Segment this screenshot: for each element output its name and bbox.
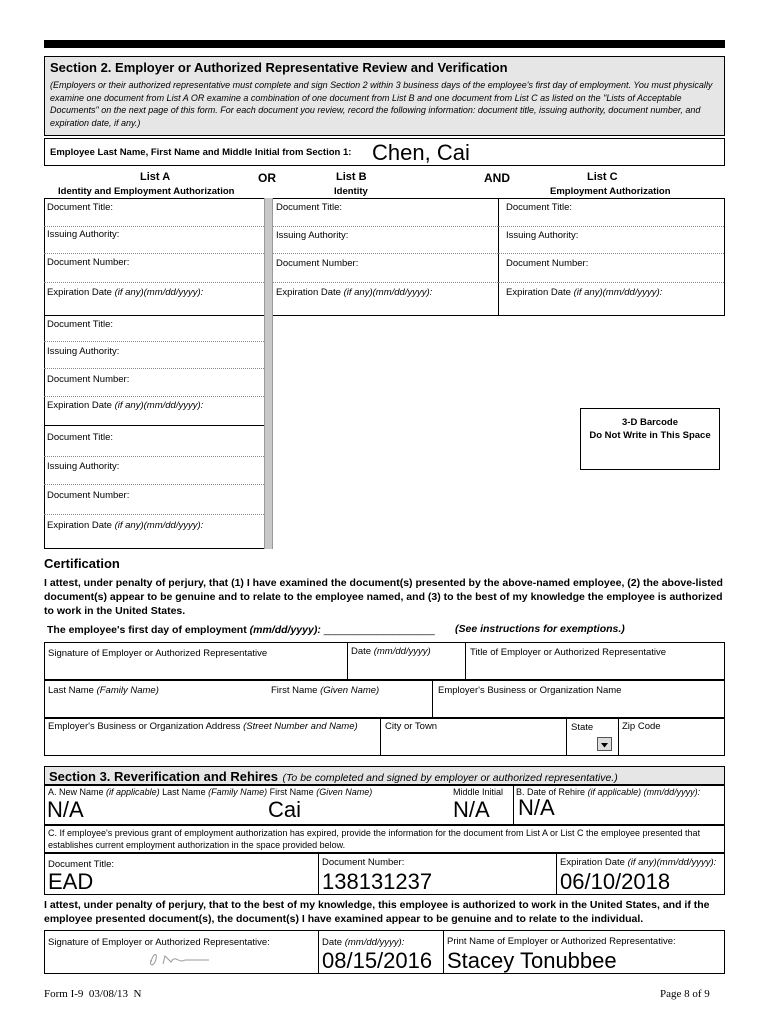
list-c-exp: Expiration Date (if any)(mm/dd/yyyy): bbox=[506, 287, 663, 298]
s3-exp-value[interactable]: 06/10/2018 bbox=[560, 869, 671, 894]
s3-print-name-value[interactable]: Stacey Tonubbee bbox=[447, 948, 617, 973]
barcode-line1: 3-D Barcode bbox=[622, 417, 678, 428]
barcode-line2: Do Not Write in This Space bbox=[589, 430, 711, 441]
list-b-exp: Expiration Date (if any)(mm/dd/yyyy): bbox=[276, 287, 433, 298]
list-a-doc2-exp: Expiration Date (if any)(mm/dd/yyyy): bbox=[47, 400, 204, 411]
first-day-label: The employee's first day of employment (mm/dd/yyyy): ___________________ bbox=[47, 624, 435, 636]
state-dropdown-icon[interactable] bbox=[597, 737, 612, 751]
new-first-name-value[interactable]: Cai bbox=[268, 797, 302, 822]
s3-date-value[interactable]: 08/15/2016 bbox=[322, 948, 433, 973]
list-a-doc3-number: Document Number: bbox=[47, 490, 130, 501]
s3-doc-title-value[interactable]: EAD bbox=[48, 869, 94, 894]
list-a-subtitle: Identity and Employment Authorization bbox=[58, 186, 235, 197]
section3-attest: I attest, under penalty of perjury, that to the best of my knowledge, this employee is authorized to work in the United States, and if the employee presented document(s), the document(s) I have examined appear to be genuine and to relate to the individual. bbox=[44, 899, 710, 925]
new-last-name-value[interactable]: N/A bbox=[47, 797, 84, 822]
zip-label[interactable]: Zip Code bbox=[622, 721, 661, 732]
section3-title: Section 3. Reverification and Rehires (To be completed and signed by employer or authorized representative.) bbox=[49, 769, 618, 784]
middle-initial-label: Middle Initial bbox=[453, 787, 504, 797]
cert-last-name-label[interactable]: Last Name (Family Name) bbox=[48, 685, 159, 696]
list-b-title: List B bbox=[336, 171, 367, 183]
list-a-doc1-issuing: Issuing Authority: bbox=[47, 229, 120, 240]
list-c-issuing: Issuing Authority: bbox=[506, 230, 579, 241]
certification-title: Certification bbox=[44, 556, 120, 571]
s3-print-name-label: Print Name of Employer or Authorized Representative: bbox=[447, 936, 676, 947]
list-separator-bar bbox=[264, 198, 273, 549]
employee-name-value[interactable]: Chen, Cai bbox=[372, 140, 470, 165]
section3-c-text: C. If employee's previous grant of employment authorization has expired, provide the information for the document from List A or List C the employee presented that establishes current employment authorization in the space provided below. bbox=[48, 828, 701, 850]
cert-first-name-label[interactable]: First Name (Given Name) bbox=[271, 685, 380, 696]
s3-doc-number-label: Document Number: bbox=[322, 857, 405, 868]
list-b-subtitle: Identity bbox=[334, 186, 368, 197]
list-c-doc-number: Document Number: bbox=[506, 258, 589, 269]
list-b-doc-title: Document Title: bbox=[276, 202, 342, 213]
s3-date-label: Date (mm/dd/yyyy): bbox=[322, 937, 405, 948]
city-label[interactable]: City or Town bbox=[385, 721, 438, 732]
form-id: Form I-9 03/08/13 N bbox=[44, 988, 142, 1000]
or-label: OR bbox=[258, 171, 276, 185]
list-c-subtitle: Employment Authorization bbox=[550, 186, 671, 197]
section2-instructions: (Employers or their authorized representative must complete and sign Section 2 within 3 business days of the employee's first day of employment. You must physically examine one document from List A OR examine a combination of one document from List B and one document from List C as listed on the "Lists of Acceptable Documents" on the next page of this form. For each document you review, record the following information: document title, issuing authority, document number, and expiration date, if any.) bbox=[50, 80, 713, 128]
s3-doc-title-label: Document Title: bbox=[48, 859, 114, 870]
business-name-label[interactable]: Employer's Business or Organization Name bbox=[438, 685, 622, 696]
list-c-doc-title: Document Title: bbox=[506, 202, 572, 213]
list-a-doc1-exp: Expiration Date (if any)(mm/dd/yyyy): bbox=[47, 287, 204, 298]
first-day-field[interactable]: ___________________ bbox=[323, 624, 435, 636]
new-name-labels: A. New Name (if applicable) Last Name (Family Name) First Name (Given Name) bbox=[48, 787, 373, 797]
exemptions-note: (See instructions for exemptions.) bbox=[455, 623, 625, 635]
title-label[interactable]: Title of Employer or Authorized Representative bbox=[470, 647, 667, 658]
s3-doc-number-value[interactable]: 138131237 bbox=[322, 869, 433, 894]
list-a-doc1-number: Document Number: bbox=[47, 257, 130, 268]
date-label[interactable]: Date (mm/dd/yyyy) bbox=[351, 646, 431, 657]
middle-initial-value[interactable]: N/A bbox=[453, 797, 490, 822]
employee-name-label: Employee Last Name, First Name and Middle Initial from Section 1: bbox=[50, 147, 352, 158]
list-a-doc2-number: Document Number: bbox=[47, 374, 130, 385]
and-label: AND bbox=[484, 171, 510, 185]
rehire-label: B. Date of Rehire (if applicable) (mm/dd/yyyy): bbox=[516, 787, 701, 797]
list-a-title: List A bbox=[140, 171, 171, 183]
page-number: Page 8 of 9 bbox=[660, 988, 710, 1000]
list-c-title: List C bbox=[587, 171, 618, 183]
list-b-doc-number: Document Number: bbox=[276, 258, 359, 269]
state-label: State bbox=[571, 722, 594, 733]
s3-signature-label[interactable]: Signature of Employer or Authorized Representative: bbox=[48, 937, 270, 948]
certification-text: I attest, under penalty of perjury, that (1) I have examined the document(s) presented by the above-named employee, (2) the above-listed document(s) appear to be genuine and to relate to the employee named, and (3) to the best of my knowledge the employee is authorized to work in the United States. bbox=[44, 577, 723, 617]
list-a-doc2-title: Document Title: bbox=[47, 319, 113, 330]
signature-label[interactable]: Signature of Employer or Authorized Representative bbox=[48, 648, 268, 659]
list-a-doc3-title: Document Title: bbox=[47, 432, 113, 443]
signature-mark-icon bbox=[145, 948, 215, 975]
list-a-doc3-issuing: Issuing Authority: bbox=[47, 461, 120, 472]
address-label[interactable]: Employer's Business or Organization Address (Street Number and Name) bbox=[48, 721, 358, 732]
list-a-doc2-issuing: Issuing Authority: bbox=[47, 346, 120, 357]
list-a-doc3-exp: Expiration Date (if any)(mm/dd/yyyy): bbox=[47, 520, 204, 531]
s3-exp-label: Expiration Date (if any)(mm/dd/yyyy): bbox=[560, 857, 717, 868]
section2-title: Section 2. Employer or Authorized Representative Review and Verification bbox=[50, 60, 508, 75]
top-bar bbox=[44, 40, 725, 48]
rehire-date-value[interactable]: N/A bbox=[518, 795, 555, 820]
list-b-issuing: Issuing Authority: bbox=[276, 230, 349, 241]
list-a-doc1-title: Document Title: bbox=[47, 202, 113, 213]
